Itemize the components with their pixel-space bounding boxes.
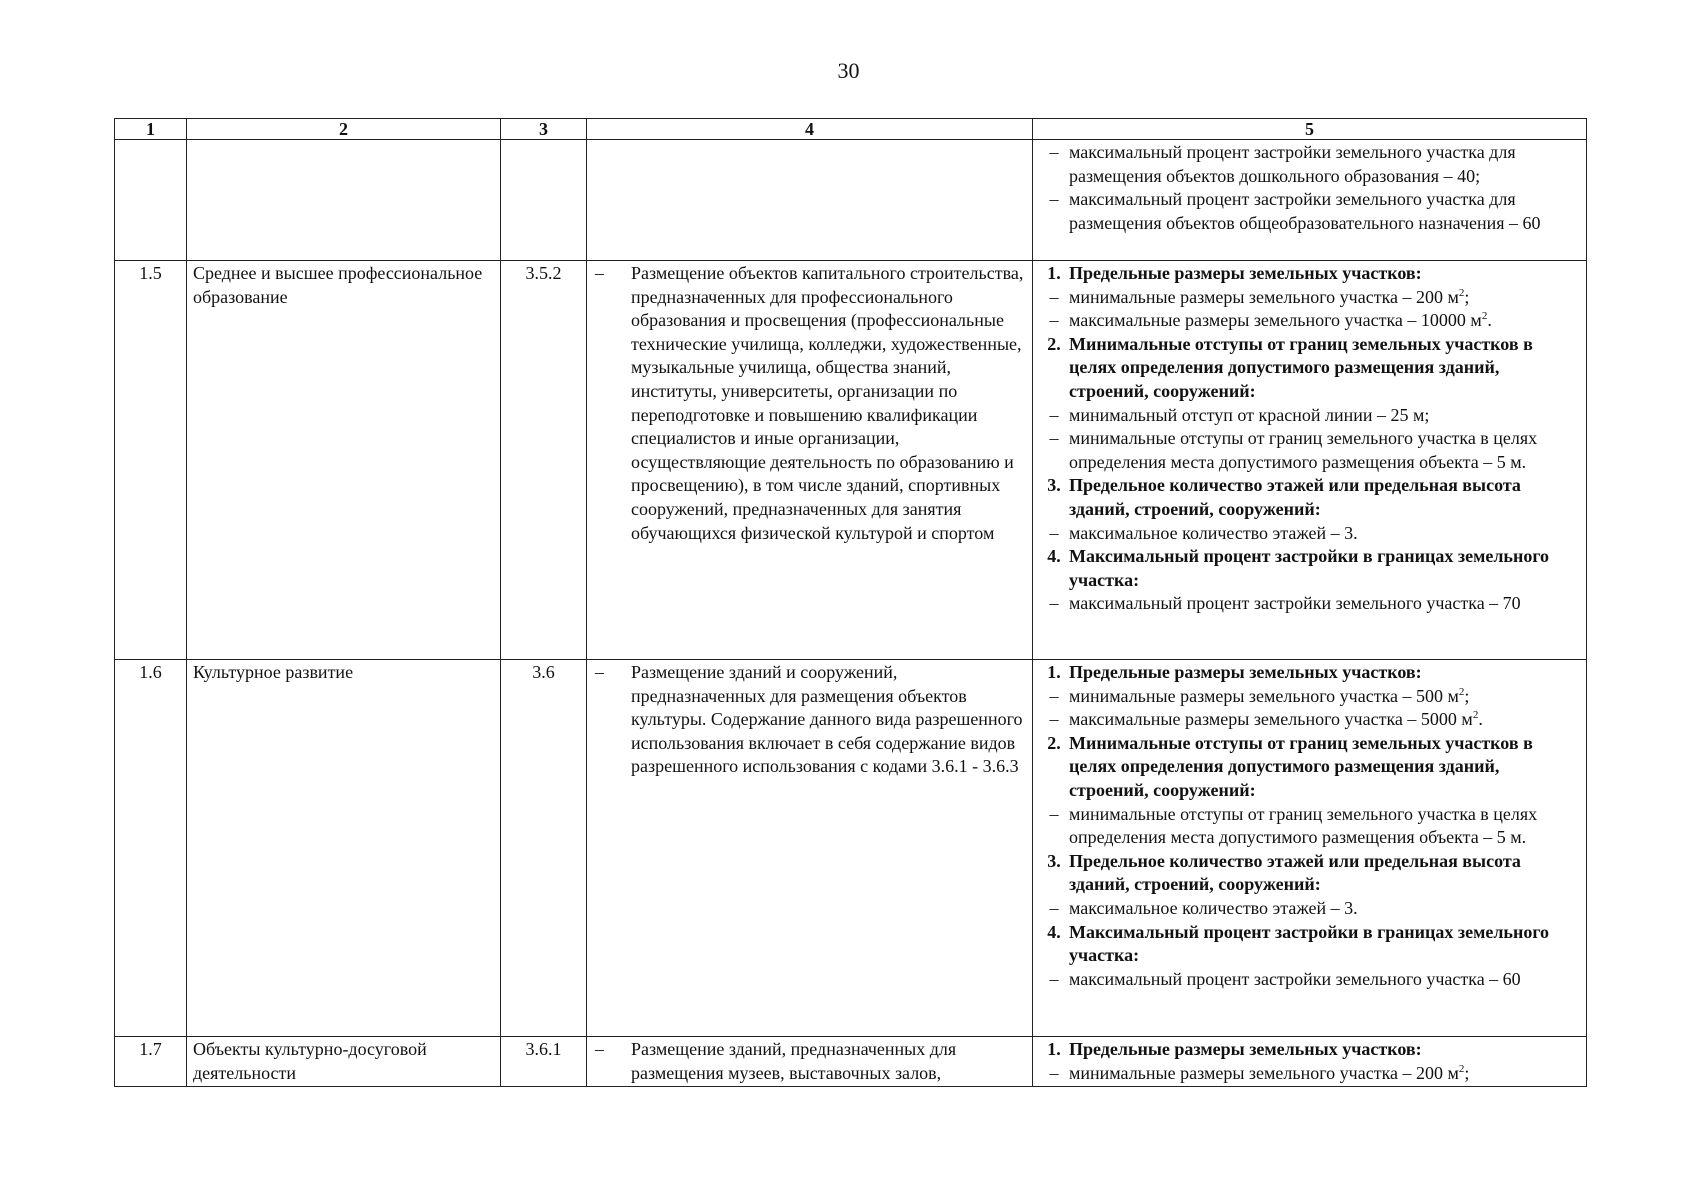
param-text: максимальные размеры земельного участка – 5000 $м^2$. xyxy=(1069,709,1483,730)
param-marker: – xyxy=(1049,404,1059,425)
param-marker: – xyxy=(1049,189,1059,210)
description-text: Размещение зданий, предназначенных для размещения музеев, выставочных залов, xyxy=(631,1039,957,1083)
description-text: Размещение объектов капитального строительства, предназначенных для профессионального образования и просвещения (профессиональные технические училища, колледжи, художественные, музыкальные училища, общества знаний, институты, университеты, организации по переподготовке и повышению квалификации специалистов и иные организации, осуществляющие деятельность по образованию и просвещению), в том числе зданий, спортивных сооружений, предназначенных для занятия обучающихся физической культурой и спортом xyxy=(631,263,1024,543)
param-text: максимальный процент застройки земельного участка – 70 xyxy=(1069,593,1521,614)
superscript: 2 xyxy=(1458,1062,1465,1075)
param-text: минимальные отступы от границ земельного участка в целях определения места допустимого размещения объекта – 5 м. xyxy=(1069,803,1538,848)
param-item xyxy=(1039,309,1580,333)
param-item xyxy=(1039,685,1580,709)
header-col-1: 1 xyxy=(115,119,187,140)
zoning-table-wrapper xyxy=(114,118,1586,1087)
param-item xyxy=(1039,427,1580,474)
cell-params xyxy=(1033,261,1587,660)
description-item xyxy=(593,1038,1026,1085)
param-text: максимальные размеры земельного участка – 10000 $м^2$. xyxy=(1069,310,1492,331)
param-text: минимальный отступ от красной линии – 25 м; xyxy=(1069,404,1430,425)
cell-name: Культурное развитие xyxy=(187,660,501,1037)
cell-description xyxy=(587,261,1033,660)
table-row xyxy=(115,660,1587,1037)
cell-name xyxy=(187,140,501,261)
table-row xyxy=(115,1037,1587,1087)
param-marker: – xyxy=(1049,803,1059,824)
cell-description xyxy=(587,1037,1033,1087)
param-item xyxy=(1039,188,1580,235)
cell-name: Среднее и высшее профессиональное образование xyxy=(187,261,501,660)
page-number: 30 xyxy=(837,58,860,83)
param-text: максимальный процент застройки земельного участка для размещения объектов общеобразовательного назначения – 60 xyxy=(1069,189,1541,233)
param-heading xyxy=(1039,661,1580,685)
param-marker: – xyxy=(1049,593,1059,614)
header-col-2: 2 xyxy=(187,119,501,140)
cell-code xyxy=(501,140,587,261)
cell-description xyxy=(587,660,1033,1037)
param-marker: – xyxy=(1049,428,1059,449)
cell-num xyxy=(115,140,187,261)
param-marker: – xyxy=(1049,522,1059,543)
param-text: Минимальные отступы от границ земельных участков в целях определения допустимого размещения зданий, строений, сооружений: xyxy=(1069,333,1533,401)
cell-num: 1.7 xyxy=(115,1037,187,1087)
cell-num: 1.6 xyxy=(115,660,187,1037)
cell-num: 1.5 xyxy=(115,261,187,660)
param-item xyxy=(1039,968,1580,992)
param-item xyxy=(1039,592,1580,616)
param-marker: – xyxy=(1049,709,1059,730)
param-text: Максимальный процент застройки в границах земельного участка: xyxy=(1069,921,1550,966)
superscript: 2 xyxy=(1458,286,1465,299)
param-text: максимальное количество этажей – 3. xyxy=(1069,522,1358,543)
header-col-3: 3 xyxy=(501,119,587,140)
param-heading xyxy=(1039,850,1580,897)
param-marker: 2. xyxy=(1047,333,1061,354)
param-text: максимальное количество этажей – 3. xyxy=(1069,897,1358,918)
param-marker: 4. xyxy=(1047,546,1061,567)
param-heading xyxy=(1039,333,1580,404)
param-item xyxy=(1039,1062,1580,1086)
param-marker: – xyxy=(1049,1062,1059,1083)
superscript: 2 xyxy=(1458,685,1465,698)
param-heading xyxy=(1039,921,1580,968)
param-item xyxy=(1039,708,1580,732)
cell-code: 3.5.2 xyxy=(501,261,587,660)
param-marker: – xyxy=(1049,968,1059,989)
param-text: максимальный процент застройки земельного участка для размещения объектов дошкольного образования – 40; xyxy=(1069,142,1516,186)
cell-params xyxy=(1033,1037,1587,1087)
param-marker: 3. xyxy=(1047,850,1061,871)
cell-params xyxy=(1033,140,1587,261)
param-text: Предельные размеры земельных участков: xyxy=(1069,1039,1422,1059)
param-text: минимальные отступы от границ земельного участка в целях определения места допустимого размещения объекта – 5 м. xyxy=(1069,428,1538,472)
param-marker: – xyxy=(1049,142,1059,162)
param-text: Предельное количество этажей или предельная высота зданий, строений, сооружений: xyxy=(1069,850,1521,895)
param-item xyxy=(1039,803,1580,850)
param-text: Предельные размеры земельных участков: xyxy=(1069,263,1422,283)
cell-params xyxy=(1033,660,1587,1037)
param-text: минимальные размеры земельного участка – 200 $м^2$; xyxy=(1069,1062,1470,1083)
param-marker: 2. xyxy=(1047,732,1061,753)
param-heading xyxy=(1039,262,1580,286)
param-marker: – xyxy=(1049,310,1059,331)
table-row-continuation xyxy=(115,140,1587,261)
param-heading xyxy=(1039,732,1580,803)
description-marker: – xyxy=(595,263,604,283)
param-item xyxy=(1039,522,1580,546)
description-marker: – xyxy=(595,1039,604,1059)
param-text: минимальные размеры земельного участка – 200 $м^2$; xyxy=(1069,286,1470,307)
zoning-regulations-table xyxy=(114,118,1587,1087)
param-marker: 1. xyxy=(1047,1039,1061,1059)
param-heading xyxy=(1039,1038,1580,1062)
header-col-4: 4 xyxy=(587,119,1033,140)
description-item xyxy=(593,262,1026,545)
param-marker: 1. xyxy=(1047,662,1061,682)
param-text: максимальный процент застройки земельного участка – 60 xyxy=(1069,968,1521,989)
param-text: Предельное количество этажей или предельная высота зданий, строений, сооружений: xyxy=(1069,475,1521,519)
table-row xyxy=(115,261,1587,660)
param-item xyxy=(1039,404,1580,428)
param-item xyxy=(1039,286,1580,310)
cell-code: 3.6.1 xyxy=(501,1037,587,1087)
param-text: Предельные размеры земельных участков: xyxy=(1069,662,1422,682)
description-item xyxy=(593,661,1026,779)
superscript: 2 xyxy=(1472,709,1479,722)
param-marker: 3. xyxy=(1047,475,1061,496)
table-header-row xyxy=(115,119,1587,140)
superscript: 2 xyxy=(1481,310,1488,323)
cell-code: 3.6 xyxy=(501,660,587,1037)
param-item xyxy=(1039,141,1580,188)
param-marker: 1. xyxy=(1047,263,1061,283)
cell-description xyxy=(587,140,1033,261)
param-marker: – xyxy=(1049,685,1059,706)
param-heading xyxy=(1039,474,1580,521)
param-marker: – xyxy=(1049,286,1059,307)
param-item xyxy=(1039,897,1580,921)
param-text: Максимальный процент застройки в границах земельного участка: xyxy=(1069,546,1550,590)
description-text: Размещение зданий и сооружений, предназначенных для размещения объектов культуры. Содержание данного вида разрешенного использования включает в себя содержание видов разрешенного использования с кодами 3.6.1 - 3.6.3 xyxy=(631,662,1023,777)
description-marker: – xyxy=(595,662,604,682)
table-body xyxy=(115,140,1587,1087)
param-text: минимальные размеры земельного участка – 500 $м^2$; xyxy=(1069,685,1470,706)
cell-name: Объекты культурно-досуговой деятельности xyxy=(187,1037,501,1087)
param-text: Минимальные отступы от границ земельных участков в целях определения допустимого размещения зданий, строений, сооружений: xyxy=(1069,732,1533,800)
header-col-5: 5 xyxy=(1033,119,1587,140)
param-marker: – xyxy=(1049,897,1059,918)
param-heading xyxy=(1039,545,1580,592)
param-marker: 4. xyxy=(1047,921,1061,942)
